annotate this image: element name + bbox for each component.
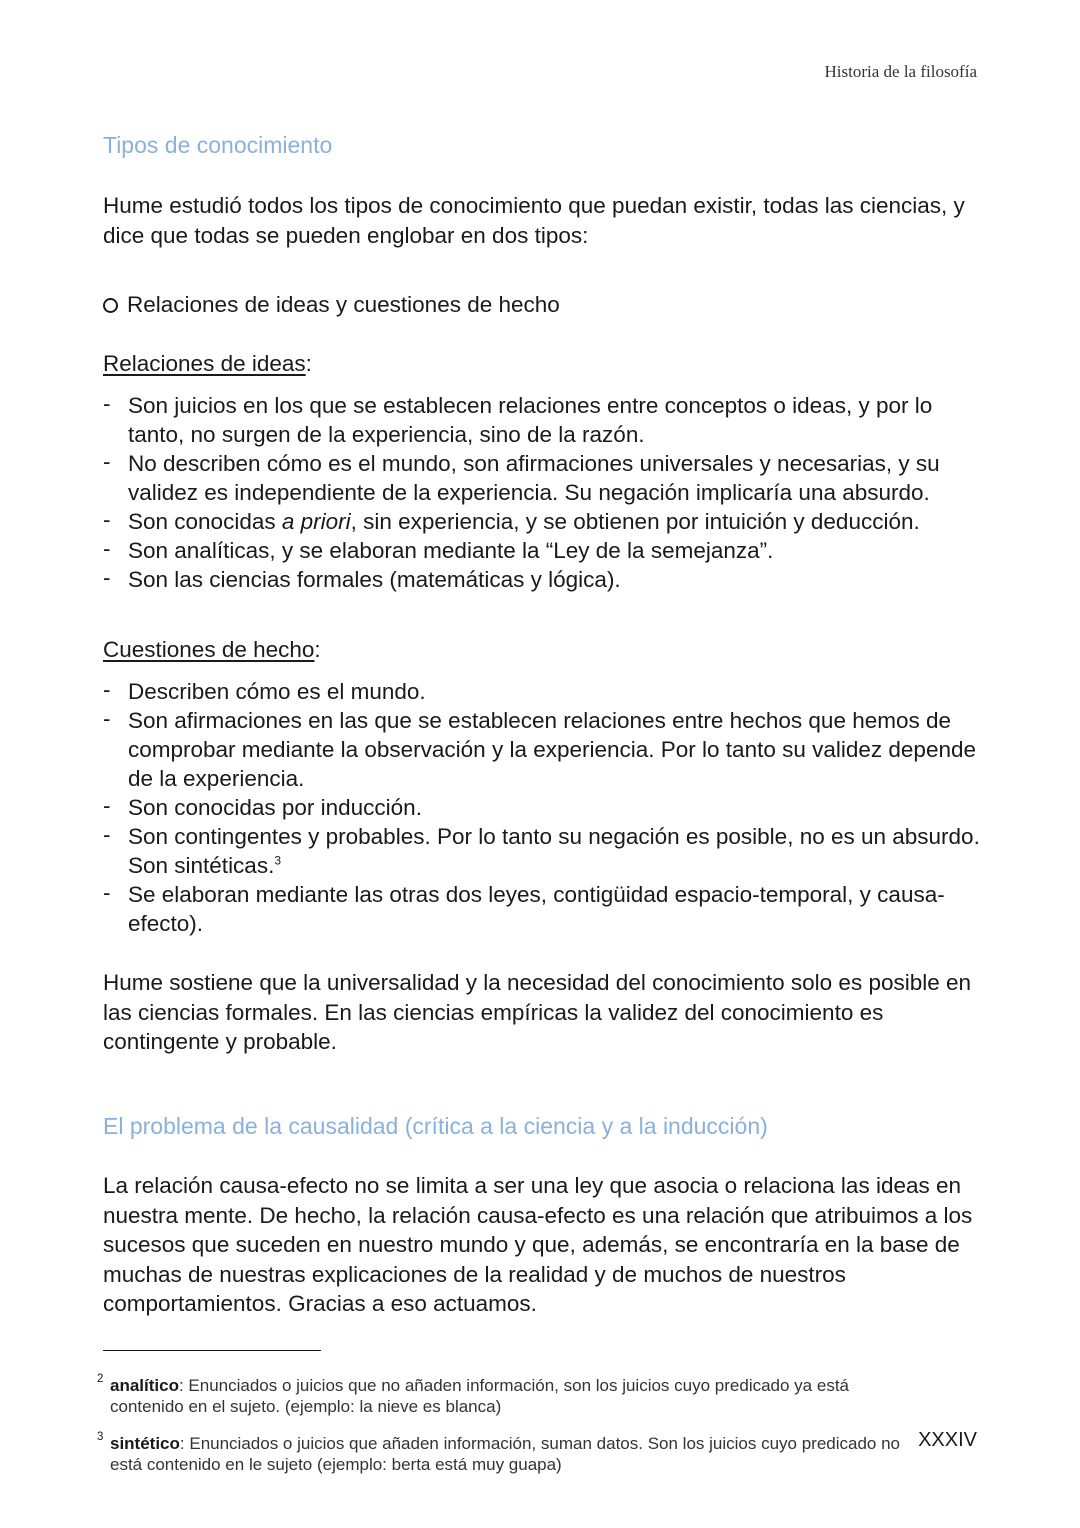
footnote-term: sintético — [110, 1434, 180, 1453]
list-item-text: Son conocidas — [128, 509, 282, 534]
list-item: - Son juicios en los que se establecen relaciones entre conceptos o ideas, y por lo tanto, no surgen de la experiencia, sino de la razón. — [103, 391, 983, 449]
list-item-emphasis: a priori — [281, 509, 351, 534]
footnote-number: 2 — [97, 1373, 104, 1385]
subheading-relaciones-de-ideas: Relaciones de ideas: — [103, 351, 312, 376]
list-item: - Se elaboran mediante las otras dos leyes, contigüidad espacio-temporal, y causa-efecto). — [103, 880, 983, 938]
conclusion-paragraph: Hume sostiene que la universalidad y la necesidad del conocimiento solo es posible en las ciencias formales. En las ciencias empíricas la validez del conocimiento es contingente y probable. — [103, 970, 972, 1054]
circle-bullet-icon — [103, 298, 118, 313]
subheading-text: Relaciones de ideas — [103, 351, 306, 376]
list-relaciones-de-ideas — [103, 391, 983, 594]
subheading-cuestiones-de-hecho: Cuestiones de hecho: — [103, 637, 321, 662]
list-item: - Describen cómo es el mundo. — [103, 677, 983, 706]
list-item-text: Son contingentes y probables. Por lo tanto su negación es posible, no es un absurdo. Son sintéticas. — [128, 824, 980, 878]
section-title-causalidad: El problema de la causalidad (crítica a la ciencia y a la inducción) — [103, 1113, 768, 1139]
list-cuestiones-de-hecho — [103, 677, 983, 938]
footnote-ref: 3 — [274, 853, 282, 868]
bullet-relaciones-cuestiones — [103, 292, 560, 318]
footnote-term: analítico — [110, 1376, 179, 1395]
list-item: - Son afirmaciones en las que se establecen relaciones entre hechos que hemos de comprobar mediante la observación y la experiencia. Por lo tanto su validez depende de la experiencia. — [103, 706, 983, 793]
list-item: - Son analíticas, y se elaboran mediante la “Ley de la semejanza”. — [103, 536, 983, 565]
footnote-2 — [97, 1373, 903, 1417]
list-item: - Son las ciencias formales (matemáticas y lógica). — [103, 565, 983, 594]
bullet-text: Relaciones de ideas y cuestiones de hecho — [127, 292, 560, 317]
list-item — [103, 507, 983, 536]
subheading-text: Cuestiones de hecho — [103, 637, 315, 662]
list-item: - Son conocidas por inducción. — [103, 793, 983, 822]
list-item — [103, 822, 983, 880]
footnote-text: : Enunciados o juicios que añaden información, suman datos. Son los juicios cuyo predicado no está contenido en le sujeto (ejemplo: berta está muy guapa) — [110, 1434, 901, 1474]
page-number: XXXIV — [918, 1429, 977, 1451]
list-item-text: , sin experiencia, y se obtienen por intuición y deducción. — [350, 509, 920, 534]
running-header: Historia de la filosofía — [824, 62, 977, 81]
footnote-text: : Enunciados o juicios que no añaden información, son los juicios cuyo predicado ya está contenido en el sujeto. (ejemplo: la nieve es blanca) — [110, 1376, 849, 1416]
intro-paragraph: Hume estudió todos los tipos de conocimiento que puedan existir, todas las ciencias, y dice que todas se pueden englobar en dos tipos: — [103, 193, 965, 248]
list-item: - No describen cómo es el mundo, son afirmaciones universales y necesarias, y su validez es independiente de la experiencia. Su negación implicaría una absurdo. — [103, 449, 983, 507]
causalidad-paragraph: La relación causa-efecto no se limita a ser una ley que asocia o relaciona las ideas en nuestra mente. De hecho, la relación causa-efecto es una relación que atribuimos a los sucesos que suceden en nuestro mundo y que, además, se encontraría en la base de muchas de nuestras explicaciones de la realidad y de muchos de nuestros comportamientos. Gracias a eso actuamos. — [103, 1173, 973, 1316]
section-title-tipos: Tipos de conocimiento — [103, 132, 333, 158]
footnote-number: 3 — [97, 1431, 104, 1443]
footnote-3 — [97, 1431, 903, 1475]
footnote-divider — [103, 1350, 321, 1351]
